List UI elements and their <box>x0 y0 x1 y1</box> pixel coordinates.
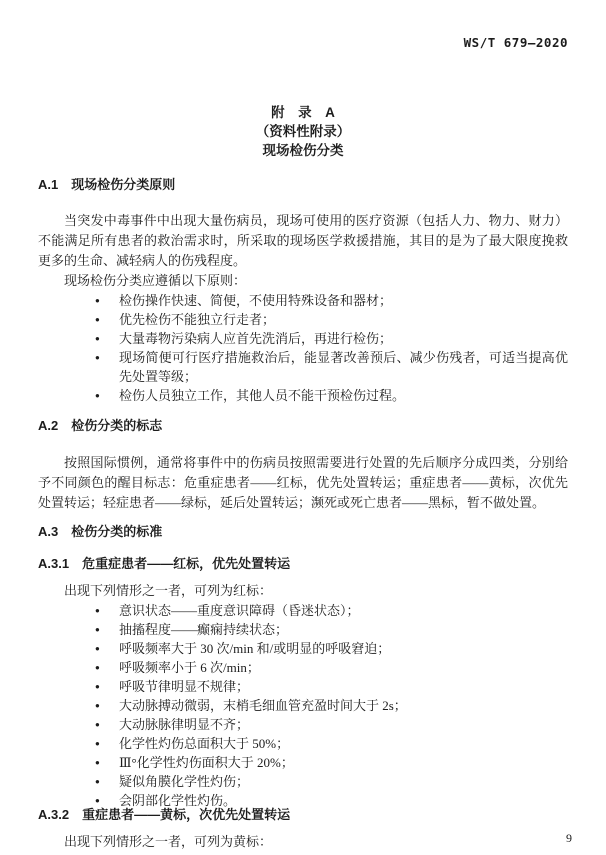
appendix-label: 附 录 A <box>271 105 335 120</box>
list-item: ● 大动脉脉律明显不齐； <box>95 715 568 734</box>
list-item: ● 会阴部化学性灼伤。 <box>95 791 568 810</box>
list-item: ● 检伤人员独立工作，其他人员不能干预检伤过程。 <box>95 386 568 405</box>
list-item: ● 检伤操作快速、简便，不使用特殊设备和器材； <box>95 291 568 310</box>
section-a1-paragraph-1: 当突发中毒事件中出现大量伤病员，现场可使用的医疗资源（包括人力、物力、财力）不能满足所有患者的救治需求时，所采取的现场医学救援措施，其目的是为了最大限度挽救更多的生命、减轻病人的伤残程度。 <box>38 213 568 268</box>
list-item: ● 疑似角膜化学性灼伤； <box>95 772 568 791</box>
section-a1-heading: A.1 现场检伤分类原则 <box>38 177 176 192</box>
section-a3-heading: A.3 检伤分类的标准 <box>38 524 163 539</box>
appendix-type-label: （资料性附录） <box>255 124 351 139</box>
a31-red-tag-criteria-list <box>38 601 568 810</box>
list-item: ● 抽搐程度——癫痫持续状态； <box>95 620 568 639</box>
list-item: ● 大动脉搏动微弱，末梢毛细血管充盈时间大于 2s； <box>95 696 568 715</box>
section-a31-intro: 出现下列情形之一者，可列为红标： <box>64 583 273 598</box>
list-item: ● 现场简便可行医疗措施救治后，能显著改善预后、减少伤残者，可适当提高优先处置等级； <box>95 348 568 386</box>
section-a2-paragraph: 按照国际惯例，通常将事件中的伤病员按照需要进行处置的先后顺序分成四类，分别给予不同颜色的醒目标志：危重症患者——红标，优先处置转运；重症患者——黄标，次优先处置转运；轻症患者——绿标，延后处置转运；濒死或死亡患者——黑标，暂不做处置。 <box>38 455 568 510</box>
section-a1-paragraph-2: 现场检伤分类应遵循以下原则： <box>64 273 247 288</box>
list-item: ● 呼吸频率小于 6 次/min； <box>95 658 568 677</box>
appendix-name: 现场检伤分类 <box>262 143 344 158</box>
appendix-title-block <box>38 103 568 160</box>
list-item: ● 大量毒物污染病人应首先洗消后，再进行检伤； <box>95 329 568 348</box>
list-item: ● 呼吸频率大于 30 次/min 和/或明显的呼吸窘迫； <box>95 639 568 658</box>
section-a32-intro: 出现下列情形之一者，可列为黄标： <box>64 834 273 849</box>
list-item: ● 优先检伤不能独立行走者； <box>95 310 568 329</box>
list-item: ● Ⅲ°化学性灼伤面积大于 20%； <box>95 753 568 772</box>
list-item: ● 化学性灼伤总面积大于 50%； <box>95 734 568 753</box>
standard-number: WS/T 679—2020 <box>463 35 568 50</box>
list-item: ● 意识状态——重度意识障碍（昏迷状态）； <box>95 601 568 620</box>
section-a32-heading: A.3.2 重症患者——黄标，次优先处置转运 <box>38 807 291 822</box>
list-item: ● 呼吸节律明显不规律； <box>95 677 568 696</box>
section-a2-heading: A.2 检伤分类的标志 <box>38 418 163 433</box>
page-number: 9 <box>566 831 572 845</box>
section-a31-heading: A.3.1 危重症患者——红标，优先处置转运 <box>38 556 291 571</box>
a1-principles-list <box>38 291 568 405</box>
